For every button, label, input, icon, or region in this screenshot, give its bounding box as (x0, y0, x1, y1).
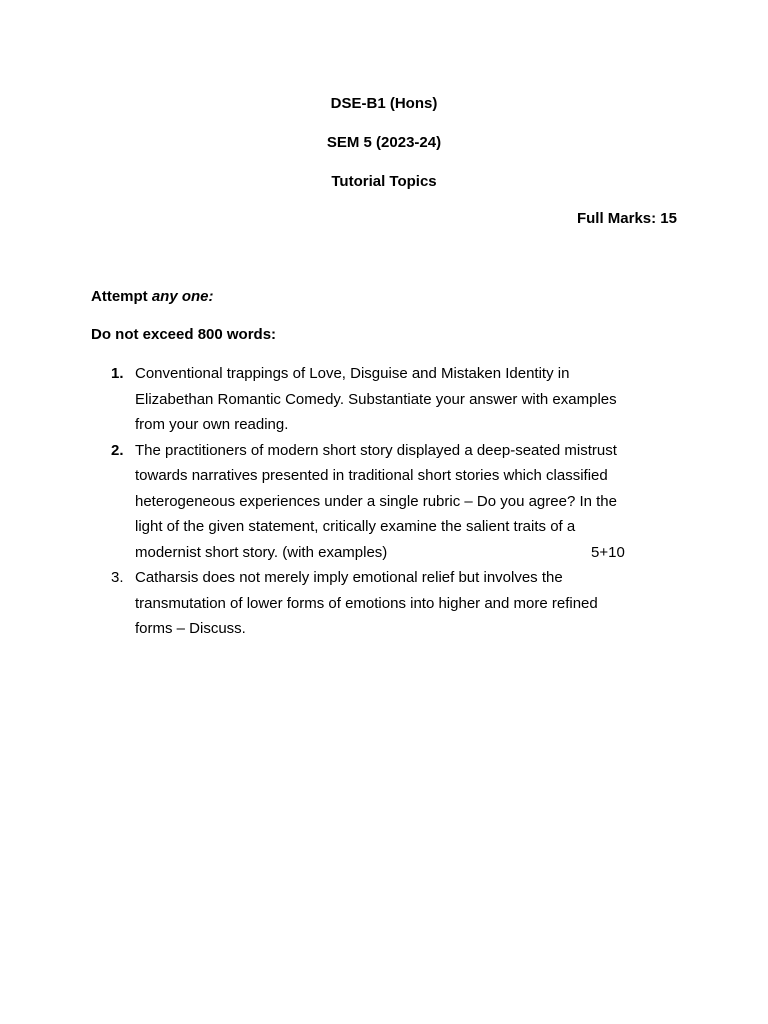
question-list (91, 361, 691, 642)
question-line: Elizabethan Romantic Comedy. Substantiate your answer with examples (135, 390, 617, 408)
attempt-prefix: Attempt (91, 288, 152, 305)
question-line: modernist short story. (with examples) (135, 543, 388, 561)
attempt-emphasis: any one: (151, 288, 214, 305)
question-line: Catharsis does not merely imply emotional relief but involves the (135, 569, 563, 586)
document-title: Tutorial Topics (331, 173, 437, 190)
question-line: transmutation of lower forms of emotions into higher and more refined (135, 594, 598, 612)
marks-distribution: 5+10 (591, 543, 625, 561)
word-limit-instruction (91, 325, 276, 345)
question-item (91, 438, 691, 566)
question-line: heterogeneous experiences under a single rubric – Do you agree? In the (135, 492, 617, 510)
attempt-instruction (91, 287, 214, 307)
question-line: forms – Discuss. (135, 620, 246, 637)
question-item (91, 361, 691, 438)
question-line: light of the given statement, critically examine the salient traits of a (135, 518, 576, 535)
question-line: from your own reading. (135, 416, 289, 433)
full-marks: Full Marks: 15 (576, 210, 677, 227)
question-item (91, 565, 691, 642)
question-line: towards narratives presented in traditional short stories which classified (135, 467, 608, 484)
question-line: The practitioners of modern short story displayed a deep-seated mistrust (135, 441, 617, 459)
question-number: 1. (111, 365, 124, 382)
question-line: Conventional trappings of Love, Disguise and Mistaken Identity in (135, 365, 570, 382)
word-limit: Do not exceed 800 words: (91, 326, 277, 343)
question-number: 3. (111, 569, 124, 586)
semester-label: SEM 5 (2023-24) (326, 134, 442, 151)
question-number: 2. (111, 441, 124, 459)
course-code: DSE-B1 (Hons) (330, 95, 438, 112)
